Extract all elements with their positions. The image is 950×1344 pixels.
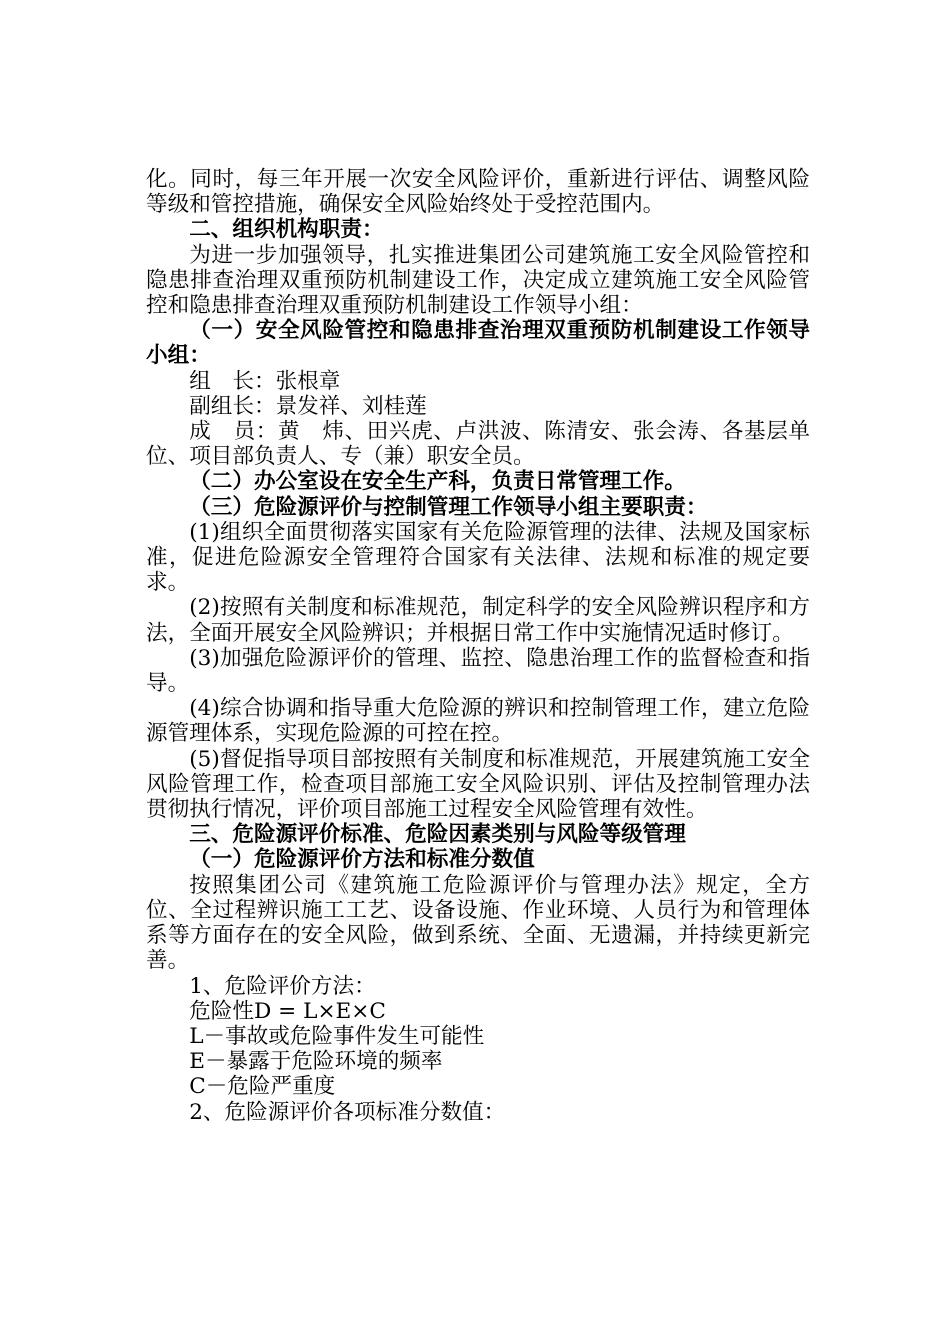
duty-item-3: (3)加强危险源评价的管理、监控、隐患治理工作的监督检查和指导。 xyxy=(146,645,810,697)
paragraph-continuation: 化。同时，每三年开展一次安全风险评价，重新进行评估、调整风险等级和管控措施，确保安全风险始终处于受控范围内。 xyxy=(146,167,810,218)
definition-c: C－危险严重度 xyxy=(189,1074,336,1100)
deputy-leader-line: 副组长：景发祥、刘桂莲 xyxy=(189,393,427,419)
method-item-1: 1、危险评价方法： xyxy=(189,973,376,999)
section-heading-evaluation: 三、危险源评价标准、危险因素类别与风险等级管理 xyxy=(189,822,686,848)
paragraph-method-intro: 按照集团公司《建筑施工危险源评价与管理办法》规定，全方位、全过程辨识施工工艺、设备设施、作业环境、人员行为和管理体系等方面存在的安全风险，做到系统、全面、无遗漏，并持续更新完善。 xyxy=(146,872,810,974)
section-heading-organization: 二、组织机构职责： xyxy=(189,217,384,243)
group-leader-line: 组 长：张根章 xyxy=(189,368,341,394)
paragraph-intro: 为进一步加强领导，扎实推进集团公司建筑施工安全风险管控和隐患排查治理双重预防机制建设工作，决定成立建筑施工安全风险管控和隐患排查治理双重预防机制建设工作领导小组： xyxy=(146,242,810,319)
duty-item-1: (1)组织全面贯彻落实国家有关危险源管理的法律、法规及国家标准，促进危险源安全管理符合国家有关法律、法规和标准的规定要求。 xyxy=(146,519,810,596)
subheading-leading-group: （一）安全风险管控和隐患排查治理双重预防机制建设工作领导小组： xyxy=(146,318,810,369)
members-line: 成 员：黄 炜、田兴虎、卢洪波、陈清安、张会涛、各基层单位、项目部负责人、专（兼）职安全员。 xyxy=(146,419,810,470)
document-body xyxy=(146,167,810,1125)
subheading-evaluation-method: （一）危险源评价方法和标准分数值 xyxy=(189,847,535,873)
subheading-duties: （三）危险源评价与控制管理工作领导小组主要职责： xyxy=(189,494,708,520)
formula-line: 危险性D = L×E×C xyxy=(189,998,386,1024)
duty-item-4: (4)综合协调和指导重大危险源的辨识和控制管理工作，建立危险源管理体系，实现危险源的可控在控。 xyxy=(146,696,810,747)
duty-item-2: (2)按照有关制度和标准规范，制定科学的安全风险辨识程序和方法，全面开展安全风险辨识；并根据日常工作中实施情况适时修订。 xyxy=(146,595,810,646)
definition-l: L－事故或危险事件发生可能性 xyxy=(189,1023,485,1049)
method-item-2: 2、危险源评价各项标准分数值： xyxy=(189,1099,506,1125)
subheading-office: （二）办公室设在安全生产科，负责日常管理工作。 xyxy=(189,469,686,495)
duty-item-5: (5)督促指导项目部按照有关制度和标准规范，开展建筑施工安全风险管理工作，检查项目部施工安全风险识别、评估及控制管理办法贯彻执行情况，评价项目部施工过程安全风险管理有效性。 xyxy=(146,746,810,823)
definition-e: E－暴露于危险环境的频率 xyxy=(189,1049,443,1075)
